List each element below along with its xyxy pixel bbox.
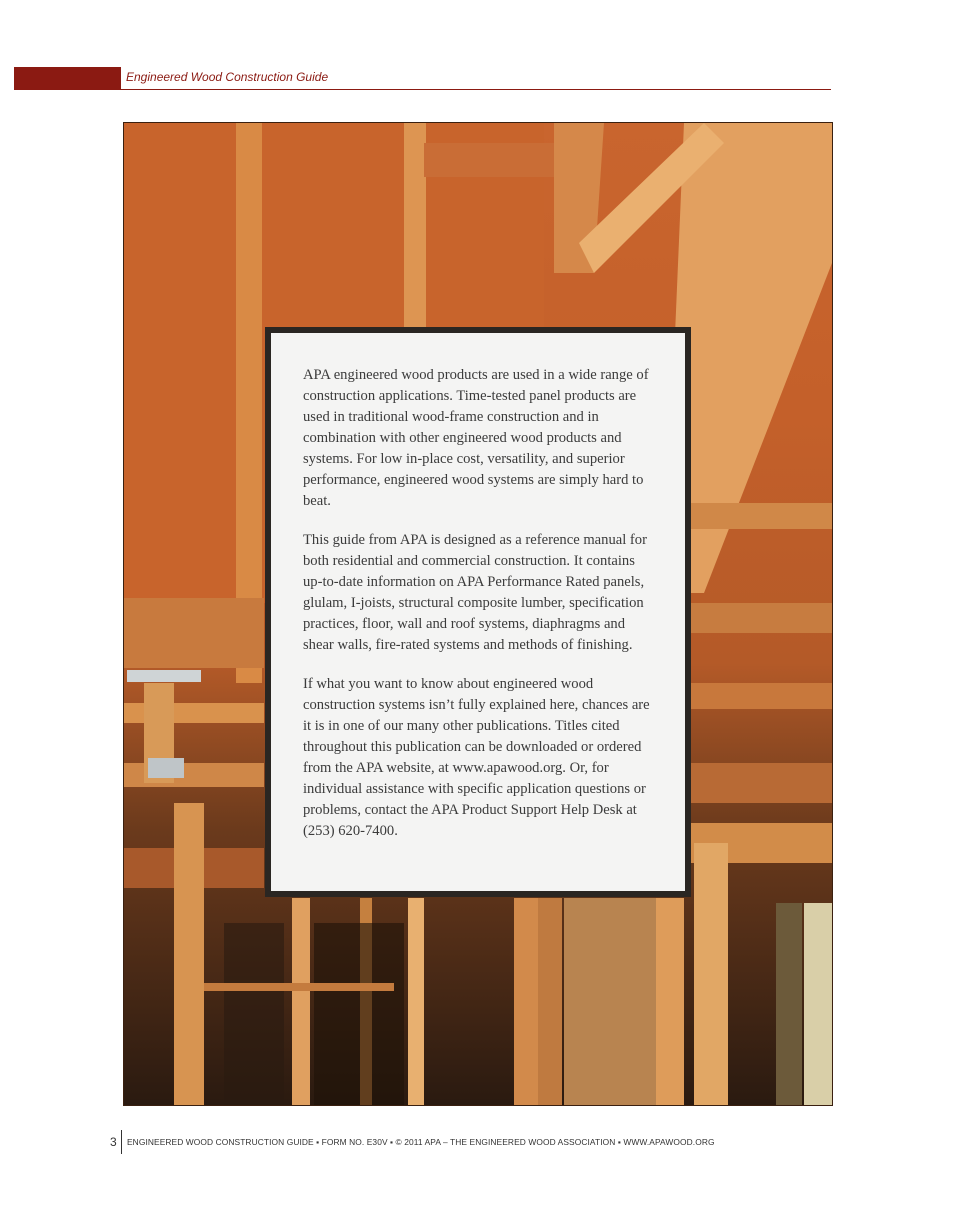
header-rule <box>121 89 831 90</box>
intro-paragraph-1: APA engineered wood products are used in a wide range of construction applications. Time-tested panel products are used in traditional wood-frame construction and in combination with other engineered wood products and systems. For low in-place cost, versatility, and superior performance, engineered wood systems are simply hard to beat. <box>303 367 649 509</box>
running-header-title: Engineered Wood Construction Guide <box>126 70 329 84</box>
footer-rule <box>121 1130 122 1154</box>
intro-paragraph-2: This guide from APA is designed as a reference manual for both residential and commercial construction. It contains up-to-date information on APA Performance Rated panels, glulam, I-joists, structural composite lumber, specification practices, floor, wall and roof systems, diaphragms and shear walls, fire-rated systems and methods of finishing. <box>303 532 647 653</box>
intro-text-panel <box>265 327 691 897</box>
header-accent-bar <box>14 67 121 90</box>
intro-text-panel-inner <box>271 333 685 891</box>
footer-text: ENGINEERED WOOD CONSTRUCTION GUIDE ▪ FORM NO. E30V ▪ © 2011 APA – THE ENGINEERED WOOD ASSOCIATION ▪ WWW.APAWOOD.ORG <box>127 1137 715 1147</box>
intro-body <box>303 365 653 860</box>
page-number: 3 <box>110 1135 117 1149</box>
intro-paragraph-3: If what you want to know about engineered wood construction systems isn’t fully explained here, chances are it is in one of our many other publications. Titles cited throughout this publication can be downloaded or ordered from the APA website, at www.apawood.org. Or, for individual assistance with specific application questions or problems, contact the APA Product Support Help Desk at (253) 620-7400. <box>303 676 650 839</box>
